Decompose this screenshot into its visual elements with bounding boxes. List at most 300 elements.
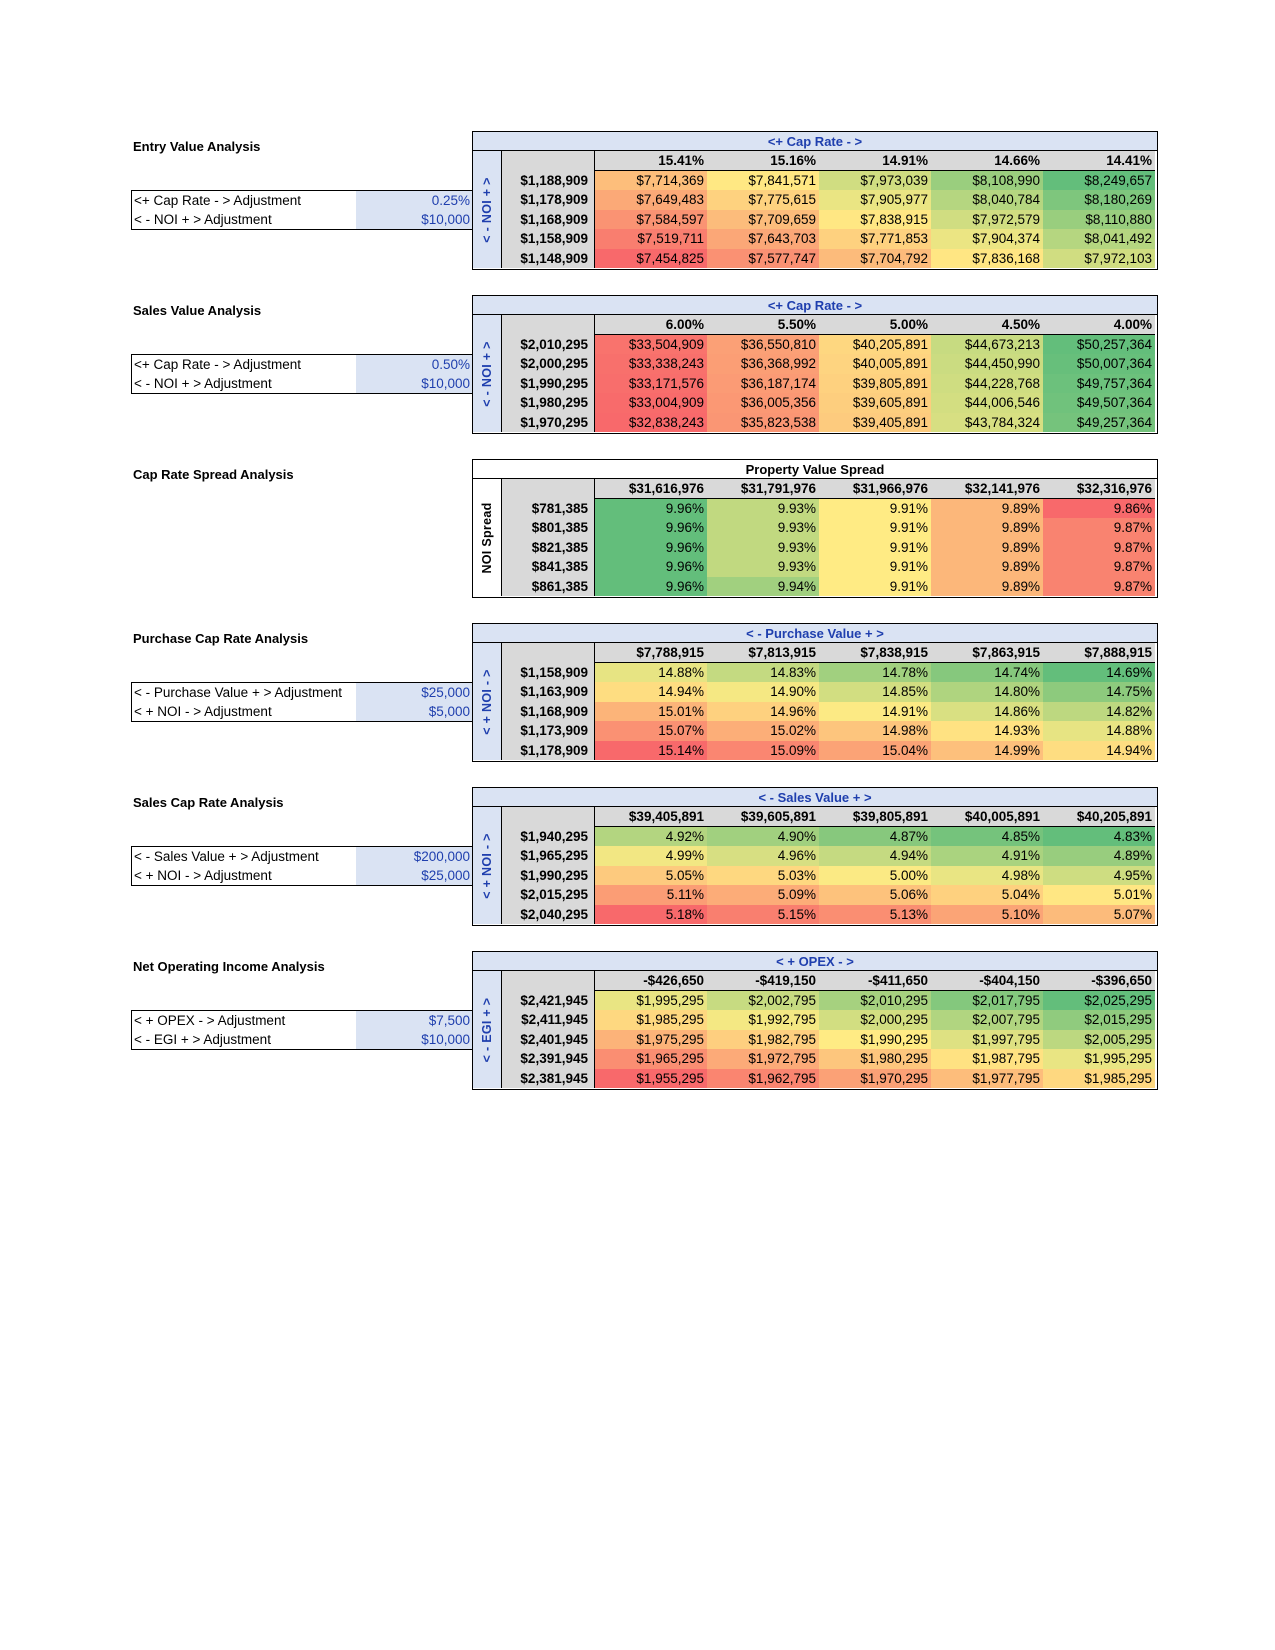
column-header-row bbox=[502, 151, 1155, 171]
table-cell: $8,180,269 bbox=[1043, 190, 1155, 210]
row-header: $1,148,909 bbox=[502, 249, 595, 269]
row-header: $1,965,295 bbox=[502, 846, 595, 866]
row-axis-label: < - EGI + > bbox=[480, 997, 494, 1062]
table-cell: 9.93% bbox=[707, 499, 819, 519]
table-cell: $1,992,795 bbox=[707, 1010, 819, 1030]
adjustment-row bbox=[132, 847, 472, 866]
table-cell: $1,987,795 bbox=[931, 1049, 1043, 1069]
table-cell: $1,985,295 bbox=[595, 1010, 707, 1030]
adjustment-row bbox=[132, 355, 472, 374]
table-cell: $1,962,795 bbox=[707, 1069, 819, 1089]
table-cell: $7,972,103 bbox=[1043, 249, 1155, 269]
table-cell: $1,990,295 bbox=[819, 1030, 931, 1050]
column-header-row bbox=[502, 971, 1155, 991]
table-cell: $44,673,213 bbox=[931, 335, 1043, 355]
table-cell: $2,010,295 bbox=[819, 991, 931, 1011]
adjustment-value-input[interactable]: 0.25% bbox=[356, 191, 472, 210]
adjustment-label: < - NOI + > Adjustment bbox=[134, 212, 272, 227]
adjustment-label: < - Sales Value + > Adjustment bbox=[134, 849, 319, 864]
column-header: $7,888,915 bbox=[1043, 643, 1155, 663]
table-cell: 9.91% bbox=[819, 499, 931, 519]
table-row bbox=[502, 499, 1155, 519]
adjustment-box bbox=[131, 354, 473, 394]
table-cell: 9.87% bbox=[1043, 518, 1155, 538]
table-cell: 9.89% bbox=[931, 518, 1043, 538]
table-header: <+ Cap Rate - > bbox=[473, 132, 1157, 151]
row-header: $1,980,295 bbox=[502, 393, 595, 413]
analysis-section bbox=[0, 623, 1275, 763]
table-cell: $1,985,295 bbox=[1043, 1069, 1155, 1089]
table-cell: 14.90% bbox=[707, 682, 819, 702]
table-grid bbox=[502, 971, 1155, 1088]
table-cell: 9.91% bbox=[819, 577, 931, 597]
table-cell: 9.87% bbox=[1043, 538, 1155, 558]
table-cell: 5.07% bbox=[1043, 905, 1155, 925]
adjustment-value-input[interactable]: $25,000 bbox=[356, 866, 472, 885]
corner-cell bbox=[502, 643, 595, 663]
column-header: $39,405,891 bbox=[595, 807, 707, 827]
column-header: -$426,650 bbox=[595, 971, 707, 991]
table-cell: $7,704,792 bbox=[819, 249, 931, 269]
table-cell: $35,823,538 bbox=[707, 413, 819, 433]
table-cell: $44,006,546 bbox=[931, 393, 1043, 413]
table-cell: $1,995,295 bbox=[1043, 1049, 1155, 1069]
table-cell: 15.01% bbox=[595, 702, 707, 722]
table-cell: 5.05% bbox=[595, 866, 707, 886]
table-cell: $49,757,364 bbox=[1043, 374, 1155, 394]
column-header: $31,966,976 bbox=[819, 479, 931, 499]
corner-cell bbox=[502, 479, 595, 499]
analysis-section bbox=[0, 951, 1275, 1091]
sensitivity-table bbox=[472, 295, 1158, 434]
table-row bbox=[502, 354, 1155, 374]
table-cell: 9.96% bbox=[595, 499, 707, 519]
row-header: $2,000,295 bbox=[502, 354, 595, 374]
table-cell: $49,507,364 bbox=[1043, 393, 1155, 413]
table-cell: $2,007,795 bbox=[931, 1010, 1043, 1030]
adjustment-value-input[interactable]: $200,000 bbox=[356, 847, 472, 866]
analysis-section bbox=[0, 295, 1275, 435]
row-header: $1,178,909 bbox=[502, 741, 595, 761]
table-row bbox=[502, 827, 1155, 847]
table-cell: $50,007,364 bbox=[1043, 354, 1155, 374]
table-cell: $39,405,891 bbox=[819, 413, 931, 433]
corner-cell bbox=[502, 315, 595, 335]
section-title: Purchase Cap Rate Analysis bbox=[133, 631, 309, 646]
table-row bbox=[502, 846, 1155, 866]
table-cell: 9.96% bbox=[595, 538, 707, 558]
adjustment-row bbox=[132, 1030, 472, 1049]
row-header: $1,168,909 bbox=[502, 702, 595, 722]
row-header: $801,385 bbox=[502, 518, 595, 538]
table-cell: $33,171,576 bbox=[595, 374, 707, 394]
table-cell: 4.85% bbox=[931, 827, 1043, 847]
table-cell: $7,841,571 bbox=[707, 171, 819, 191]
row-header: $841,385 bbox=[502, 557, 595, 577]
table-cell: $1,975,295 bbox=[595, 1030, 707, 1050]
table-cell: $36,187,174 bbox=[707, 374, 819, 394]
table-cell: 14.83% bbox=[707, 663, 819, 683]
row-axis-label: < - NOI + > bbox=[480, 176, 494, 243]
adjustment-label: < - EGI + > Adjustment bbox=[134, 1032, 271, 1047]
table-header: < - Sales Value + > bbox=[473, 788, 1157, 807]
corner-cell bbox=[502, 971, 595, 991]
table-cell: 9.86% bbox=[1043, 499, 1155, 519]
column-header-row bbox=[502, 643, 1155, 663]
table-cell: 9.96% bbox=[595, 577, 707, 597]
table-cell: 14.82% bbox=[1043, 702, 1155, 722]
table-grid bbox=[502, 807, 1155, 924]
table-cell: $8,041,492 bbox=[1043, 229, 1155, 249]
section-title: Entry Value Analysis bbox=[133, 139, 261, 154]
table-row bbox=[502, 741, 1155, 761]
table-cell: $8,249,657 bbox=[1043, 171, 1155, 191]
table-cell: $40,005,891 bbox=[819, 354, 931, 374]
column-header-row bbox=[502, 479, 1155, 499]
table-cell: $2,017,795 bbox=[931, 991, 1043, 1011]
table-row bbox=[502, 413, 1155, 433]
table-row bbox=[502, 702, 1155, 722]
row-header: $1,173,909 bbox=[502, 721, 595, 741]
table-cell: $7,519,711 bbox=[595, 229, 707, 249]
table-cell: 15.02% bbox=[707, 721, 819, 741]
adjustment-row bbox=[132, 702, 472, 721]
table-cell: $7,836,168 bbox=[931, 249, 1043, 269]
table-cell: $7,709,659 bbox=[707, 210, 819, 230]
adjustment-row bbox=[132, 866, 472, 885]
row-header: $821,385 bbox=[502, 538, 595, 558]
table-cell: 9.89% bbox=[931, 557, 1043, 577]
table-cell: 14.93% bbox=[931, 721, 1043, 741]
table-cell: $7,972,579 bbox=[931, 210, 1043, 230]
adjustment-row bbox=[132, 191, 472, 210]
table-cell: $7,643,703 bbox=[707, 229, 819, 249]
adjustment-label: < - Purchase Value + > Adjustment bbox=[134, 685, 342, 700]
table-cell: $33,004,909 bbox=[595, 393, 707, 413]
table-row bbox=[502, 885, 1155, 905]
row-axis bbox=[473, 971, 502, 1088]
table-cell: $44,450,990 bbox=[931, 354, 1043, 374]
table-cell: $7,577,747 bbox=[707, 249, 819, 269]
column-header: -$396,650 bbox=[1043, 971, 1155, 991]
table-cell: 5.09% bbox=[707, 885, 819, 905]
column-header: 4.00% bbox=[1043, 315, 1155, 335]
table-row bbox=[502, 721, 1155, 741]
table-cell: 9.96% bbox=[595, 557, 707, 577]
table-cell: 9.89% bbox=[931, 499, 1043, 519]
analysis-section bbox=[0, 787, 1275, 927]
table-cell: 5.10% bbox=[931, 905, 1043, 925]
column-header: $32,316,976 bbox=[1043, 479, 1155, 499]
table-cell: $49,257,364 bbox=[1043, 413, 1155, 433]
table-cell: 14.85% bbox=[819, 682, 931, 702]
table-cell: $2,025,295 bbox=[1043, 991, 1155, 1011]
table-cell: 14.99% bbox=[931, 741, 1043, 761]
table-cell: 5.13% bbox=[819, 905, 931, 925]
table-cell: $33,504,909 bbox=[595, 335, 707, 355]
table-cell: $7,838,915 bbox=[819, 210, 931, 230]
column-header: $40,205,891 bbox=[1043, 807, 1155, 827]
table-grid bbox=[502, 315, 1155, 432]
row-axis-label: NOI Spread bbox=[480, 501, 494, 574]
sensitivity-table bbox=[472, 787, 1158, 926]
section-title: Cap Rate Spread Analysis bbox=[133, 467, 294, 482]
column-header: $7,788,915 bbox=[595, 643, 707, 663]
table-cell: $36,368,992 bbox=[707, 354, 819, 374]
column-header: 14.41% bbox=[1043, 151, 1155, 171]
table-row bbox=[502, 171, 1155, 191]
table-cell: 4.90% bbox=[707, 827, 819, 847]
table-cell: 5.11% bbox=[595, 885, 707, 905]
adjustment-box bbox=[131, 1010, 473, 1050]
table-row bbox=[502, 210, 1155, 230]
sensitivity-table bbox=[472, 459, 1158, 598]
table-cell: 14.94% bbox=[1043, 741, 1155, 761]
table-row bbox=[502, 557, 1155, 577]
row-header: $1,158,909 bbox=[502, 229, 595, 249]
table-cell: 14.91% bbox=[819, 702, 931, 722]
table-cell: $33,338,243 bbox=[595, 354, 707, 374]
adjustment-value-input[interactable]: $10,000 bbox=[356, 210, 472, 229]
table-cell: $1,970,295 bbox=[819, 1069, 931, 1089]
table-cell: 4.92% bbox=[595, 827, 707, 847]
row-axis bbox=[473, 807, 502, 924]
section-title: Sales Cap Rate Analysis bbox=[133, 795, 284, 810]
table-cell: 4.87% bbox=[819, 827, 931, 847]
table-cell: $2,015,295 bbox=[1043, 1010, 1155, 1030]
column-header: $39,805,891 bbox=[819, 807, 931, 827]
table-cell: $50,257,364 bbox=[1043, 335, 1155, 355]
table-cell: $7,905,977 bbox=[819, 190, 931, 210]
table-row bbox=[502, 905, 1155, 925]
table-cell: $8,040,784 bbox=[931, 190, 1043, 210]
table-row bbox=[502, 249, 1155, 269]
adjustment-label: < + NOI - > Adjustment bbox=[134, 868, 272, 883]
table-cell: 9.89% bbox=[931, 538, 1043, 558]
table-cell: $43,784,324 bbox=[931, 413, 1043, 433]
row-header: $2,040,295 bbox=[502, 905, 595, 925]
table-cell: 14.96% bbox=[707, 702, 819, 722]
table-row bbox=[502, 866, 1155, 886]
table-cell: 4.95% bbox=[1043, 866, 1155, 886]
row-header: $2,421,945 bbox=[502, 991, 595, 1011]
table-cell: $1,982,795 bbox=[707, 1030, 819, 1050]
table-cell: 14.75% bbox=[1043, 682, 1155, 702]
column-header: 5.00% bbox=[819, 315, 931, 335]
table-row bbox=[502, 663, 1155, 683]
table-cell: 9.91% bbox=[819, 538, 931, 558]
row-header: $1,188,909 bbox=[502, 171, 595, 191]
row-header: $1,163,909 bbox=[502, 682, 595, 702]
table-row bbox=[502, 1010, 1155, 1030]
table-header: <+ Cap Rate - > bbox=[473, 296, 1157, 315]
column-header: $7,863,915 bbox=[931, 643, 1043, 663]
table-cell: 14.94% bbox=[595, 682, 707, 702]
column-header: 14.66% bbox=[931, 151, 1043, 171]
table-cell: 15.04% bbox=[819, 741, 931, 761]
adjustment-value-input[interactable]: $25,000 bbox=[356, 683, 472, 702]
table-cell: 15.09% bbox=[707, 741, 819, 761]
table-cell: 14.88% bbox=[595, 663, 707, 683]
table-header: Property Value Spread bbox=[473, 460, 1157, 479]
table-cell: $7,775,615 bbox=[707, 190, 819, 210]
sensitivity-table bbox=[472, 131, 1158, 270]
table-grid bbox=[502, 643, 1155, 760]
row-header: $2,010,295 bbox=[502, 335, 595, 355]
column-header: $7,838,915 bbox=[819, 643, 931, 663]
analysis-section bbox=[0, 131, 1275, 271]
row-header: $1,990,295 bbox=[502, 374, 595, 394]
table-cell: 9.91% bbox=[819, 518, 931, 538]
table-cell: 9.93% bbox=[707, 557, 819, 577]
table-row bbox=[502, 1049, 1155, 1069]
table-cell: $39,605,891 bbox=[819, 393, 931, 413]
table-row bbox=[502, 538, 1155, 558]
row-header: $781,385 bbox=[502, 499, 595, 519]
adjustment-box bbox=[131, 846, 473, 886]
table-cell: 14.78% bbox=[819, 663, 931, 683]
column-header: $32,141,976 bbox=[931, 479, 1043, 499]
table-cell: $7,584,597 bbox=[595, 210, 707, 230]
column-header: 6.00% bbox=[595, 315, 707, 335]
table-cell: $1,995,295 bbox=[595, 991, 707, 1011]
column-header-row bbox=[502, 315, 1155, 335]
analysis-section bbox=[0, 459, 1275, 599]
table-cell: $7,454,825 bbox=[595, 249, 707, 269]
column-header: 5.50% bbox=[707, 315, 819, 335]
table-row bbox=[502, 518, 1155, 538]
table-cell: 14.98% bbox=[819, 721, 931, 741]
table-row bbox=[502, 682, 1155, 702]
table-cell: 14.69% bbox=[1043, 663, 1155, 683]
table-cell: $1,972,795 bbox=[707, 1049, 819, 1069]
row-axis-label: < + NOI - > bbox=[480, 832, 494, 899]
table-cell: $2,000,295 bbox=[819, 1010, 931, 1030]
row-axis-label: < + NOI - > bbox=[480, 668, 494, 735]
adjustment-value-input[interactable]: $7,500 bbox=[356, 1011, 472, 1030]
row-header: $2,015,295 bbox=[502, 885, 595, 905]
row-header: $2,411,945 bbox=[502, 1010, 595, 1030]
adjustment-label: < + NOI - > Adjustment bbox=[134, 704, 272, 719]
table-cell: $32,838,243 bbox=[595, 413, 707, 433]
table-cell: $7,973,039 bbox=[819, 171, 931, 191]
table-cell: $1,980,295 bbox=[819, 1049, 931, 1069]
table-cell: 9.87% bbox=[1043, 557, 1155, 577]
sensitivity-table bbox=[472, 623, 1158, 762]
sensitivity-table bbox=[472, 951, 1158, 1090]
adjustment-value-input[interactable]: $5,000 bbox=[356, 702, 472, 721]
table-cell: $8,108,990 bbox=[931, 171, 1043, 191]
table-cell: 9.96% bbox=[595, 518, 707, 538]
table-cell: $7,714,369 bbox=[595, 171, 707, 191]
table-cell: 5.03% bbox=[707, 866, 819, 886]
table-cell: 5.01% bbox=[1043, 885, 1155, 905]
table-cell: 15.14% bbox=[595, 741, 707, 761]
row-axis bbox=[473, 315, 502, 432]
table-cell: 9.89% bbox=[931, 577, 1043, 597]
adjustment-value-input[interactable]: $10,000 bbox=[356, 374, 472, 393]
table-cell: 15.07% bbox=[595, 721, 707, 741]
table-row bbox=[502, 190, 1155, 210]
column-header: $31,791,976 bbox=[707, 479, 819, 499]
table-cell: $1,997,795 bbox=[931, 1030, 1043, 1050]
column-header: 15.41% bbox=[595, 151, 707, 171]
table-cell: 14.80% bbox=[931, 682, 1043, 702]
corner-cell bbox=[502, 151, 595, 171]
table-cell: $2,002,795 bbox=[707, 991, 819, 1011]
adjustment-label: <+ Cap Rate - > Adjustment bbox=[134, 357, 301, 372]
table-cell: $1,965,295 bbox=[595, 1049, 707, 1069]
table-row bbox=[502, 229, 1155, 249]
section-title: Sales Value Analysis bbox=[133, 303, 262, 318]
table-row bbox=[502, 1030, 1155, 1050]
table-cell: $36,005,356 bbox=[707, 393, 819, 413]
table-cell: 5.18% bbox=[595, 905, 707, 925]
table-cell: $7,904,374 bbox=[931, 229, 1043, 249]
table-row bbox=[502, 1069, 1155, 1089]
row-header: $1,158,909 bbox=[502, 663, 595, 683]
adjustment-label: <+ Cap Rate - > Adjustment bbox=[134, 193, 301, 208]
column-header: -$411,650 bbox=[819, 971, 931, 991]
row-header: $1,178,909 bbox=[502, 190, 595, 210]
table-cell: 9.94% bbox=[707, 577, 819, 597]
table-cell: 5.00% bbox=[819, 866, 931, 886]
column-header: -$404,150 bbox=[931, 971, 1043, 991]
table-cell: $44,228,768 bbox=[931, 374, 1043, 394]
column-header: 4.50% bbox=[931, 315, 1043, 335]
table-cell: 4.89% bbox=[1043, 846, 1155, 866]
column-header: 14.91% bbox=[819, 151, 931, 171]
column-header: $40,005,891 bbox=[931, 807, 1043, 827]
column-header-row bbox=[502, 807, 1155, 827]
table-header: < - Purchase Value + > bbox=[473, 624, 1157, 643]
table-cell: 9.93% bbox=[707, 518, 819, 538]
row-header: $1,168,909 bbox=[502, 210, 595, 230]
adjustment-value-input[interactable]: 0.50% bbox=[356, 355, 472, 374]
table-header: < + OPEX - > bbox=[473, 952, 1157, 971]
table-cell: 4.94% bbox=[819, 846, 931, 866]
table-cell: $2,005,295 bbox=[1043, 1030, 1155, 1050]
table-cell: 5.06% bbox=[819, 885, 931, 905]
table-cell: 4.83% bbox=[1043, 827, 1155, 847]
table-cell: 4.96% bbox=[707, 846, 819, 866]
table-cell: $7,649,483 bbox=[595, 190, 707, 210]
table-row bbox=[502, 577, 1155, 597]
row-header: $2,401,945 bbox=[502, 1030, 595, 1050]
row-header: $1,970,295 bbox=[502, 413, 595, 433]
table-row bbox=[502, 393, 1155, 413]
table-cell: 5.04% bbox=[931, 885, 1043, 905]
column-header: 15.16% bbox=[707, 151, 819, 171]
table-cell: 9.93% bbox=[707, 538, 819, 558]
adjustment-row bbox=[132, 374, 472, 393]
adjustment-value-input[interactable]: $10,000 bbox=[356, 1030, 472, 1049]
column-header: -$419,150 bbox=[707, 971, 819, 991]
section-title: Net Operating Income Analysis bbox=[133, 959, 325, 974]
corner-cell bbox=[502, 807, 595, 827]
row-header: $861,385 bbox=[502, 577, 595, 597]
table-cell: 4.98% bbox=[931, 866, 1043, 886]
table-row bbox=[502, 374, 1155, 394]
table-cell: 9.87% bbox=[1043, 577, 1155, 597]
row-axis bbox=[473, 479, 502, 596]
table-cell: $1,977,795 bbox=[931, 1069, 1043, 1089]
adjustment-row bbox=[132, 210, 472, 229]
table-cell: 4.91% bbox=[931, 846, 1043, 866]
row-axis bbox=[473, 151, 502, 268]
table-cell: 14.88% bbox=[1043, 721, 1155, 741]
adjustment-box bbox=[131, 190, 473, 230]
